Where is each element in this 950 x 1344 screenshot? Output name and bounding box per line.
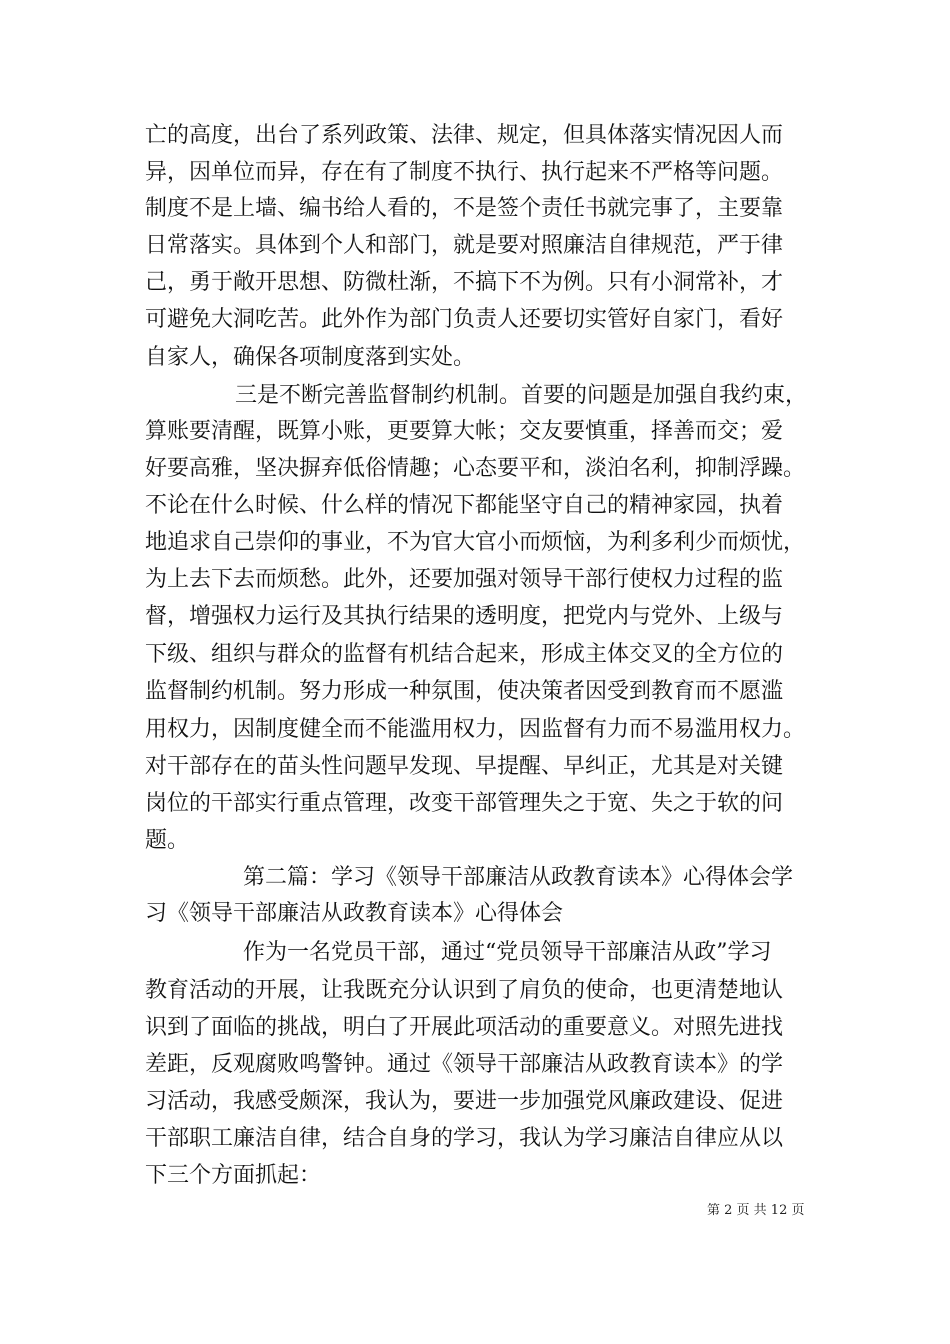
body-text-line: 为上去下去而烦愁。此外，还要加强对领导干部行使权力过程的监 [145,567,784,592]
body-text-line: 监督制约机制。努力形成一种氛围，使决策者因受到教育而不愿滥 [145,679,784,704]
body-text-line: 己，勇于敞开思想、防微杜渐，不搞下不为例。只有小洞常补，才 [145,270,784,295]
body-text-line: 好要高雅，坚决摒弃低俗情趣；心态要平和，淡泊名利，抑制浮躁。 [145,456,806,481]
body-text-line: 地追求自己崇仰的事业，不为官大官小而烦恼，为利多利少而烦忧， [145,530,806,555]
body-text-line: 算账要清醒，既算小账，更要算大帐；交友要慎重，择善而交；爱 [145,419,784,444]
body-text-line: 异，因单位而异，存在有了制度不执行、执行起来不严格等问题。 [145,160,784,185]
body-text-line: 差距，反观腐败鸣警钟。通过《领导干部廉洁从政教育读本》的学 [145,1052,784,1077]
body-text-line: 识到了面临的挑战，明白了开展此项活动的重要意义。对照先进找 [145,1015,784,1040]
body-text-line: 教育活动的开展，让我既充分认识到了肩负的使命，也更清楚地认 [145,978,784,1003]
body-text-line: 岗位的干部实行重点管理，改变干部管理失之于宽、失之于软的问 [145,791,784,816]
paragraph-start-line: 作为一名党员干部，通过“党员领导干部廉洁从政”学习 [243,940,772,965]
body-text-line: 对干部存在的苗头性问题早发现、早提醒、早纠正，尤其是对关键 [145,754,784,779]
section-heading-line: 第二篇：学习《领导干部廉洁从政教育读本》心得体会学 [243,865,794,890]
body-text-line: 日常落实。具体到个人和部门，就是要对照廉洁自律规范，严于律 [145,233,784,258]
body-text-line: 督，增强权力运行及其执行结果的透明度，把党内与党外、上级与 [145,604,784,629]
body-text-line: 亡的高度，出台了系列政策、法律、规定，但具体落实情况因人而 [145,123,784,148]
paragraph-start-line: 三是不断完善监督制约机制。首要的问题是加强自我约束， [235,383,808,408]
body-text-line: 可避免大洞吃苦。此外作为部门负责人还要切实管好自家门，看好 [145,307,784,332]
body-text-line: 题。 [145,828,190,853]
page-number-footer: 第 2 页 共 12 页 [707,1203,805,1218]
body-text-line: 下级、组织与群众的监督有机结合起来，形成主体交叉的全方位的 [145,642,784,667]
body-text-line: 下三个方面抓起： [145,1163,322,1188]
body-text-line: 干部职工廉洁自律，结合自身的学习，我认为学习廉洁自律应从以 [145,1126,784,1151]
body-text-line: 自家人，确保各项制度落到实处。 [145,345,476,370]
body-text-line: 习活动，我感受颇深，我认为，要进一步加强党风廉政建设、促进 [145,1089,784,1114]
body-text-line: 不论在什么时候、什么样的情况下都能坚守自己的精神家园，执着 [145,493,784,518]
section-heading-line: 习《领导干部廉洁从政教育读本》心得体会 [145,901,564,926]
body-text-line: 制度不是上墙、编书给人看的，不是签个责任书就完事了，主要靠 [145,196,784,221]
body-text-line: 用权力，因制度健全而不能滥用权力，因监督有力而不易滥用权力。 [145,717,806,742]
